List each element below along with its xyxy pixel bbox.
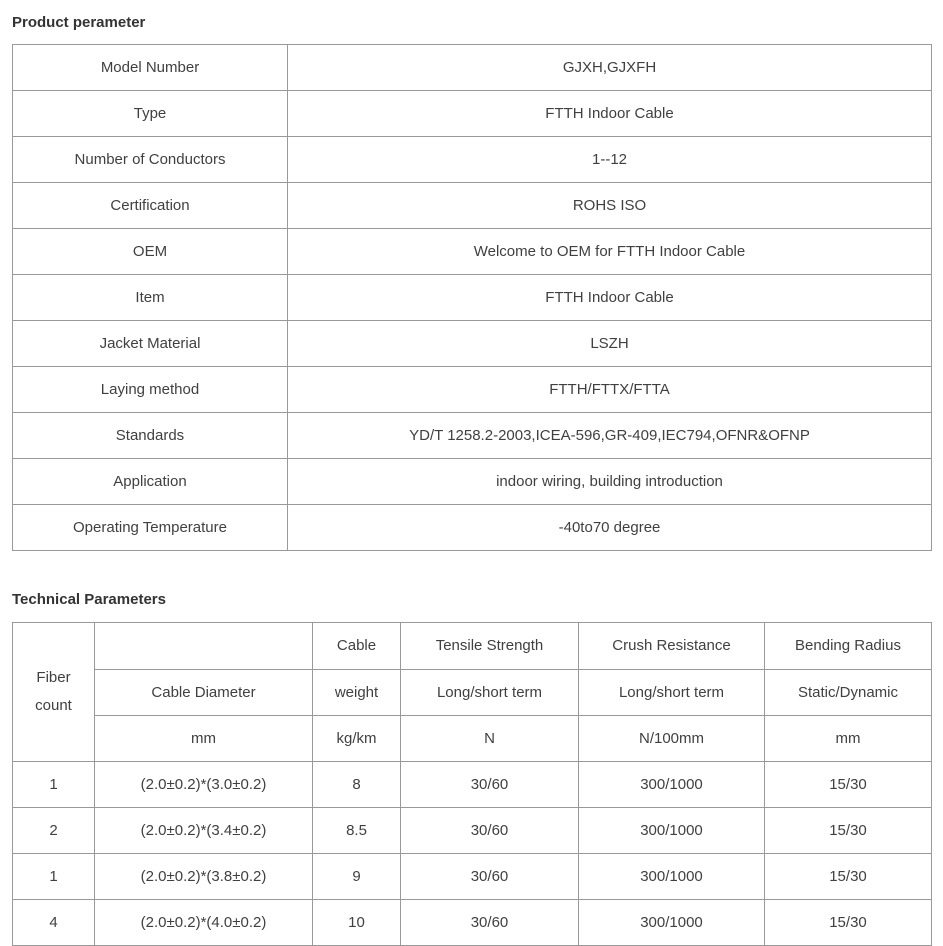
param-label-cell: Laying method [13,367,288,413]
param-label-cell: Item [13,275,288,321]
crush-cell: 300/1000 [579,900,765,946]
tensile-cell: 30/60 [401,762,579,808]
technical-parameters-title: Technical Parameters [12,591,166,608]
tensile-cell: 30/60 [401,854,579,900]
table-row [13,900,932,946]
param-value-cell: FTTH/FTTX/FTTA [288,367,932,413]
table-row [13,808,932,854]
tech-unit-cell: mm [95,716,313,762]
fiber-count-cell: 1 [13,762,95,808]
param-label-cell: Operating Temperature [13,505,288,551]
crush-cell: 300/1000 [579,808,765,854]
param-label-cell: Number of Conductors [13,137,288,183]
tech-header-fiber-count-cell: Fiber count [13,623,95,762]
cable-diameter-cell: (2.0±0.2)*(3.0±0.2) [95,762,313,808]
technical-parameters-table [12,622,932,946]
tech-unit-cell: kg/km [313,716,401,762]
param-value-cell: FTTH Indoor Cable [288,275,932,321]
param-label-cell: Application [13,459,288,505]
table-row [13,45,932,91]
param-value-cell: FTTH Indoor Cable [288,91,932,137]
cable-diameter-cell: (2.0±0.2)*(4.0±0.2) [95,900,313,946]
param-label-cell: Jacket Material [13,321,288,367]
table-row [13,762,932,808]
cable-weight-cell: 8 [313,762,401,808]
product-parameter-title: Product perameter [12,14,146,31]
bending-cell: 15/30 [765,762,932,808]
cable-diameter-cell: (2.0±0.2)*(3.4±0.2) [95,808,313,854]
param-value-cell: ROHS ISO [288,183,932,229]
tech-header-cell: Static/Dynamic [765,670,932,716]
table-row [13,183,932,229]
tech-header-row-3 [13,716,932,762]
tech-header-cell: Crush Resistance [579,623,765,670]
bending-cell: 15/30 [765,900,932,946]
table-row [13,459,932,505]
param-label-cell: Certification [13,183,288,229]
table-row [13,505,932,551]
tech-header-cell: Long/short term [401,670,579,716]
tech-header-cell [95,623,313,670]
tech-unit-cell: N [401,716,579,762]
table-row [13,275,932,321]
param-value-cell: 1--12 [288,137,932,183]
param-value-cell: LSZH [288,321,932,367]
param-label-cell: OEM [13,229,288,275]
tensile-cell: 30/60 [401,808,579,854]
crush-cell: 300/1000 [579,854,765,900]
tech-header-row-2 [13,670,932,716]
param-label-cell: Model Number [13,45,288,91]
table-row [13,229,932,275]
table-row [13,413,932,459]
tech-header-cell: Long/short term [579,670,765,716]
table-row [13,854,932,900]
cable-weight-cell: 8.5 [313,808,401,854]
param-value-cell: -40to70 degree [288,505,932,551]
tech-header-cell: Tensile Strength [401,623,579,670]
param-label-cell: Standards [13,413,288,459]
tech-header-cell: Bending Radius [765,623,932,670]
fiber-count-cell: 4 [13,900,95,946]
cable-weight-cell: 10 [313,900,401,946]
cable-diameter-cell: (2.0±0.2)*(3.8±0.2) [95,854,313,900]
tech-header-cell: Cable Diameter [95,670,313,716]
bending-cell: 15/30 [765,808,932,854]
tech-header-cell: weight [313,670,401,716]
bending-cell: 15/30 [765,854,932,900]
param-value-cell: Welcome to OEM for FTTH Indoor Cable [288,229,932,275]
crush-cell: 300/1000 [579,762,765,808]
tech-unit-cell: N/100mm [579,716,765,762]
table-row [13,321,932,367]
param-label-cell: Type [13,91,288,137]
table-row [13,367,932,413]
fiber-count-cell: 2 [13,808,95,854]
table-row [13,137,932,183]
param-value-cell: YD/T 1258.2-2003,ICEA-596,GR-409,IEC794,OFNR&OFNP [288,413,932,459]
param-value-cell: GJXH,GJXFH [288,45,932,91]
tech-header-cell: Cable [313,623,401,670]
param-value-cell: indoor wiring, building introduction [288,459,932,505]
fiber-count-cell: 1 [13,854,95,900]
tech-header-row-1 [13,623,932,670]
cable-weight-cell: 9 [313,854,401,900]
tech-unit-cell: mm [765,716,932,762]
tensile-cell: 30/60 [401,900,579,946]
table-row [13,91,932,137]
product-parameter-table [12,44,932,551]
